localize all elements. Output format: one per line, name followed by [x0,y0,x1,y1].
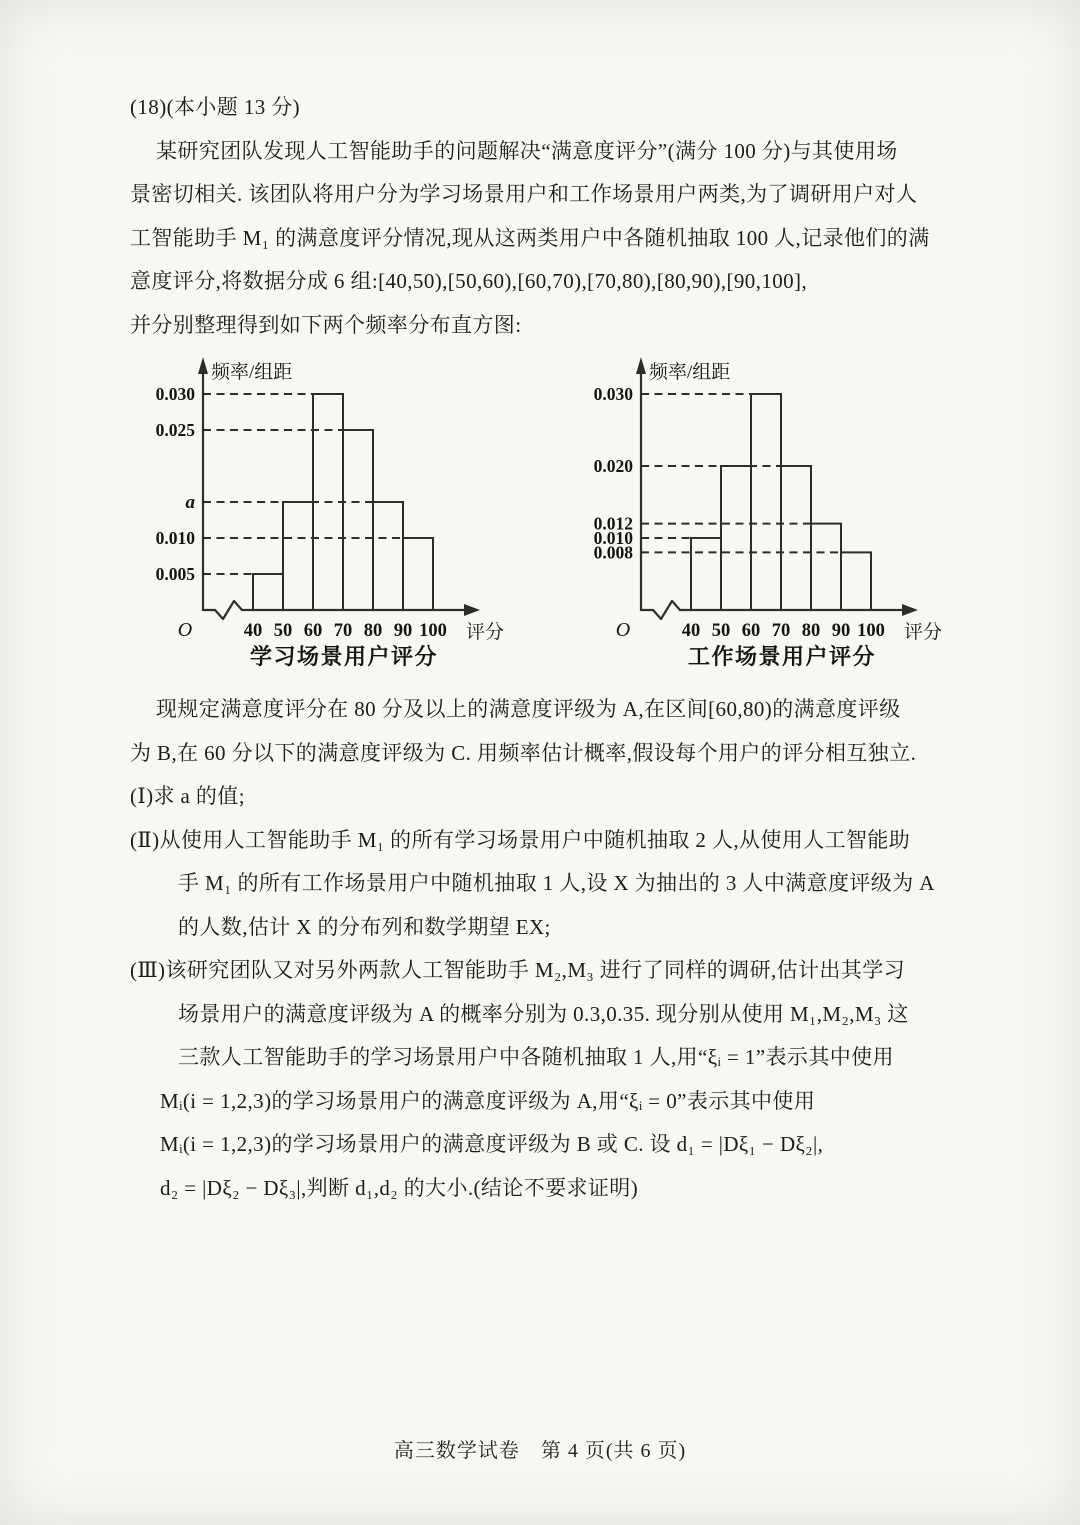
svg-text:频率/组距: 频率/组距 [211,362,293,383]
svg-text:0.008: 0.008 [593,542,633,563]
svg-text:0.012: 0.012 [593,513,633,534]
svg-text:评分: 评分 [903,622,943,643]
svg-text:a: a [185,492,195,513]
svg-text:60: 60 [741,621,761,641]
svg-text:0.030: 0.030 [155,384,195,404]
question-part-3-line-3: 三款人工智能助手的学习场景用户中各随机抽取 1 人,用“ξᵢ = 1”表示其中使用 [178,1045,894,1069]
rating-rule-line-1: 现规定满意度评分在 80 分及以上的满意度评级为 A,在区间[60,80)的满意度评级 [156,697,901,721]
question-part-3-line-6: d₂ = |Dξ₂ − Dξ₃|,判断 d₁,d₂ 的大小.(结论不要求证明) [160,1175,639,1200]
question-part-1: (Ⅰ)求 a 的值; [130,784,245,808]
svg-text:40: 40 [243,621,263,641]
question-part-3-line-2: 场景用户的满意度评级为 A 的概率分别为 0.3,0.35. 现分别从使用 M₁,M₂,M₃ 这 [178,1001,909,1026]
svg-text:50: 50 [711,621,731,641]
svg-text:100: 100 [857,621,885,641]
rating-rule-line-2: 为 B,在 60 分以下的满意度评级为 C. 用频率估计概率,假设每个用户的评分相互独立. [130,740,917,765]
svg-text:工作场景用户评分: 工作场景用户评分 [687,644,877,669]
question-part-2-line-3: 的人数,估计 X 的分布列和数学期望 EX; [178,914,551,939]
histogram-svg [148,348,588,678]
svg-text:70: 70 [771,621,791,641]
histogram-svg [586,348,1026,678]
svg-text:评分: 评分 [465,622,505,643]
svg-text:频率/组距: 频率/组距 [649,362,731,383]
svg-text:0.025: 0.025 [155,420,195,440]
svg-text:90: 90 [393,621,413,641]
svg-text:0.010: 0.010 [155,528,195,548]
page-footer: 高三数学试卷 第 4 页(共 6 页) [393,1440,687,1462]
statement-line-5: 并分别整理得到如下两个频率分布直方图: [130,312,522,337]
question-part-3-line-4: Mᵢ(i = 1,2,3)的学习场景用户的满意度评级为 A,用“ξᵢ = 0”表示其中使用 [160,1088,816,1113]
svg-text:70: 70 [333,621,353,641]
svg-text:50: 50 [273,621,293,641]
question-part-3-line-1: (Ⅲ)该研究团队又对另外两款人工智能助手 M₂,M₃ 进行了同样的调研,估计出其学习 [130,958,906,982]
svg-text:学习场景用户评分: 学习场景用户评分 [249,644,439,669]
svg-text:0.030: 0.030 [593,384,633,404]
svg-text:90: 90 [831,621,851,641]
question-part-3-line-5: Mᵢ(i = 1,2,3)的学习场景用户的满意度评级为 B 或 C. 设 d₁ = |Dξ₁ − Dξ₂|, [160,1132,824,1156]
svg-text:0.005: 0.005 [155,564,195,584]
problem-statement-bottom [130,688,956,1210]
svg-text:O: O [615,619,631,641]
histogram-study-scene-users [148,348,588,678]
svg-text:0.010: 0.010 [593,528,633,548]
svg-text:80: 80 [363,621,383,641]
svg-text:0.020: 0.020 [593,456,633,476]
problem-number: (18)(本小题 13 分) [130,95,301,119]
question-part-2-line-2: 手 M₁ 的所有工作场景用户中随机抽取 1 人,设 X 为抽出的 3 人中满意度评级为 A [178,871,935,895]
problem-statement-top [130,86,956,347]
statement-line-4: 意度评分,将数据分成 6 组:[40,50),[50,60),[60,70),[70,80),[80,90),[90,100], [130,269,808,293]
question-part-2-line-1: (Ⅱ)从使用人工智能助手 M₁ 的所有学习场景用户中随机抽取 2 人,从使用人工智能助 [130,827,911,852]
svg-text:O: O [177,619,193,641]
svg-text:40: 40 [681,621,701,641]
statement-line-1: 某研究团队发现人工智能助手的问题解决“满意度评分”(满分 100 分)与其使用场 [156,138,898,163]
histogram-work-scene-users [586,348,1026,678]
statement-line-3: 工智能助手 M₁ 的满意度评分情况,现从这两类用户中各随机抽取 100 人,记录他们的满 [130,225,930,250]
svg-text:60: 60 [303,621,323,641]
statement-line-2: 景密切相关. 该团队将用户分为学习场景用户和工作场景用户两类,为了调研用户对人 [130,182,918,206]
svg-text:80: 80 [801,621,821,641]
svg-text:100: 100 [419,621,447,641]
